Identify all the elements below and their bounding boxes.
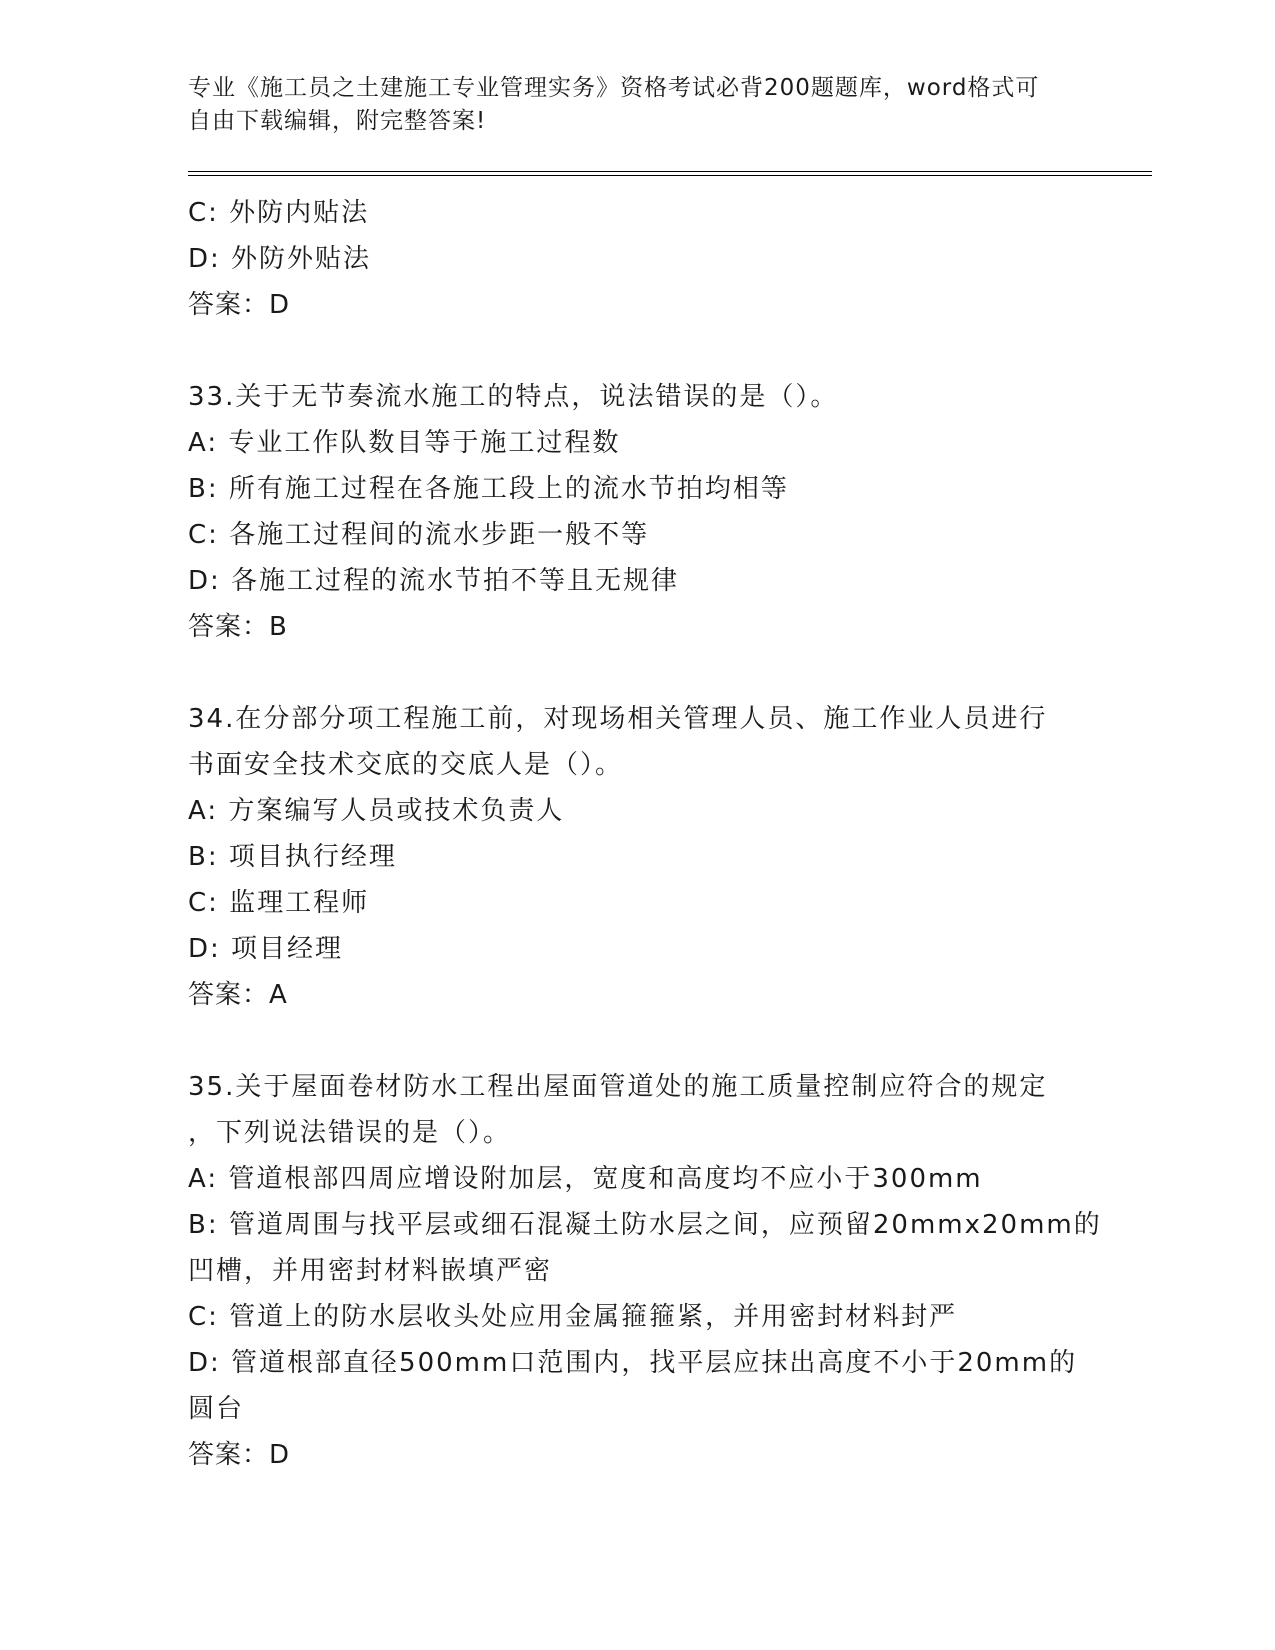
answer: 答案：D: [188, 290, 291, 320]
question-text: 35.关于屋面卷材防水工程出屋面管道处的施工质量控制应符合的规定: [188, 1072, 1048, 1102]
header-rule-bottom: [188, 175, 1152, 176]
option-a: A: 方案编写人员或技术负责人: [188, 796, 565, 826]
option-c: C: 管道上的防水层收头处应用金属箍箍紧，并用密封材料封严: [188, 1302, 958, 1332]
question-text-continued: ，下列说法错误的是（）。: [188, 1118, 512, 1148]
header-rule-top: [188, 171, 1152, 172]
question-34: [188, 696, 1088, 1018]
question-list: [188, 190, 1102, 1478]
question-text: 33.关于无节奏流水施工的特点，说法错误的是（）。: [188, 382, 839, 412]
option-c: C: 监理工程师: [188, 888, 370, 918]
option-a: A: 管道根部四周应增设附加层，宽度和高度均不应小于300mm: [188, 1164, 983, 1194]
header-line-1: 专业《施工员之土建施工专业管理实务》资格考试必背200题题库，word格式可: [188, 75, 1040, 101]
option-d: D: 外防外贴法: [188, 244, 372, 274]
question-text: 34.在分部分项工程施工前，对现场相关管理人员、施工作业人员进行: [188, 704, 1048, 734]
option-d-continued: 圆台: [188, 1394, 245, 1424]
question-35: [188, 1064, 1102, 1478]
option-b: B: 所有施工过程在各施工段上的流水节拍均相等: [188, 474, 789, 504]
question-text-continued: 书面安全技术交底的交底人是（）。: [188, 750, 624, 780]
question-33: [188, 374, 1088, 650]
answer: 答案：D: [188, 1440, 291, 1470]
option-d: D: 项目经理: [188, 934, 344, 964]
option-d: D: 各施工过程的流水节拍不等且无规律: [188, 566, 680, 596]
answer: 答案：B: [188, 612, 288, 642]
option-b: B: 管道周围与找平层或细石混凝土防水层之间，应预留20mmx20mm的: [188, 1210, 1102, 1240]
option-d: D: 管道根部直径500mm口范围内，找平层应抹出高度不小于20mm的: [188, 1348, 1078, 1378]
header-line-2: 自由下载编辑，附完整答案!: [188, 108, 487, 134]
option-a: A: 专业工作队数目等于施工过程数: [188, 428, 621, 458]
document-header: [188, 72, 1088, 138]
option-b: B: 项目执行经理: [188, 842, 397, 872]
option-c: C: 各施工过程间的流水步距一般不等: [188, 520, 650, 550]
answer: 答案：A: [188, 980, 288, 1010]
option-b-continued: 凹槽，并用密封材料嵌填严密: [188, 1256, 553, 1286]
option-c: C: 外防内贴法: [188, 198, 370, 228]
